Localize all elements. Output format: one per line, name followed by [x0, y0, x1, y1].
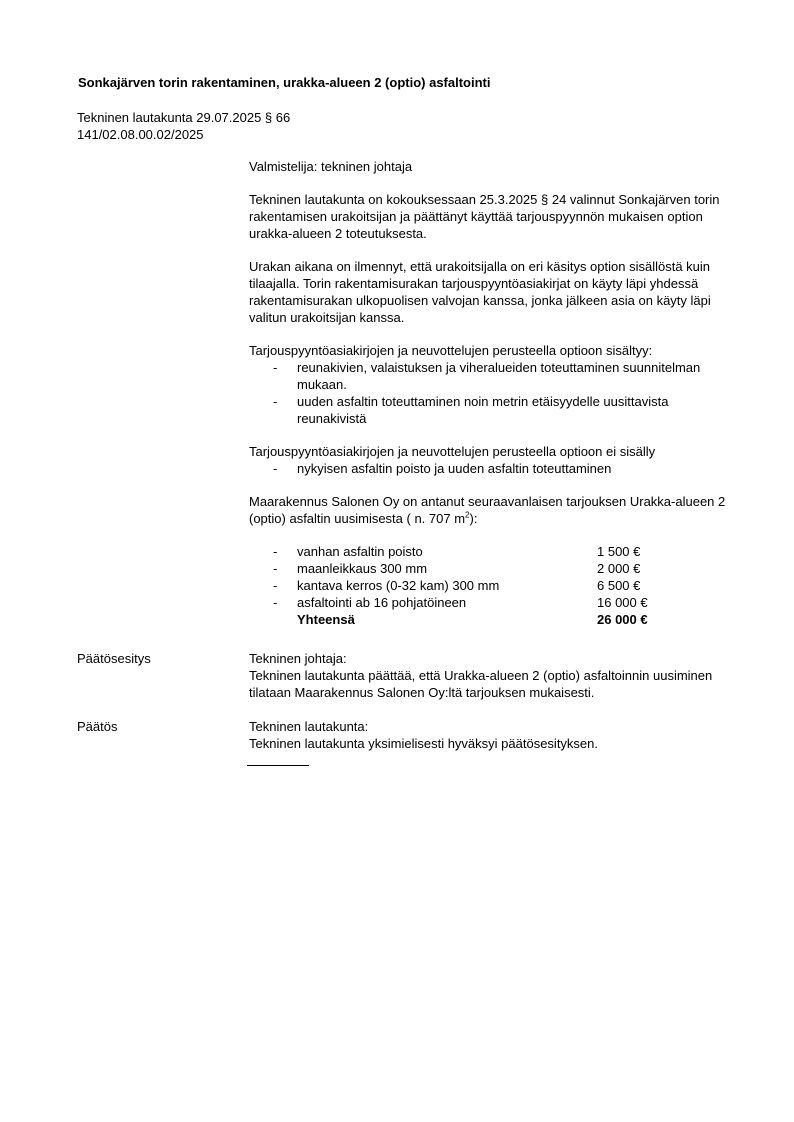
row-dash: -: [273, 595, 278, 610]
decision-text: Tekninen lautakunta yksimielisesti hyväksyi päätösesityksen.: [249, 736, 599, 751]
list-item: [249, 393, 734, 427]
offer-text-end: ):: [469, 511, 478, 526]
row-dash: -: [273, 578, 278, 593]
offer-unit-superscript: 2: [465, 510, 470, 520]
row-amount: 1 500 €: [597, 544, 641, 559]
dispute-paragraph: Urakan aikana on ilmennyt, että urakoitsijalla on eri käsitys option sisällöstä kuin tilaajalla. Torin rakentamisurakan tarjouspyyntöasiakirjat on käyty läpi yhdessä rakentamisurakan ulkopuolisen valvojan kanssa, jonka jälkeen asia on käyty läpi valitun urakoitsijan kanssa.: [249, 259, 711, 325]
proposal-text: Tekninen lautakunta päättää, että Urakka-alueen 2 (optio) asfaltoinnin uusiminen tilataan Maarakennus Salonen Oy:ltä tarjouksen mukaisesti.: [249, 668, 713, 700]
list-dash: -: [273, 394, 278, 409]
row-name: kantava kerros (0-32 kam) 300 mm: [297, 578, 500, 593]
list-item: [249, 359, 734, 393]
record-id: 141/02.08.00.02/2025: [77, 127, 204, 142]
total-row: [249, 611, 677, 628]
row-name: vanhan asfaltin poisto: [297, 544, 423, 559]
list-item-text: reunakivien, valaistuksen ja viheralueiden toteuttaminen suunnitelman mukaan.: [297, 360, 701, 392]
meeting-meta: [77, 109, 290, 143]
decision-section: [249, 718, 734, 752]
table-row: [249, 543, 677, 560]
end-rule: [247, 765, 309, 766]
included-section: [249, 342, 734, 427]
list-dash: -: [273, 461, 278, 476]
table-row: [249, 594, 677, 611]
offer-intro: [249, 493, 734, 527]
proposal-section: [249, 650, 734, 701]
preparer-line: Valmistelija: tekninen johtaja: [249, 159, 413, 174]
excluded-intro: Tarjouspyyntöasiakirjojen ja neuvottelujen perusteella optioon ei sisälly: [249, 444, 656, 459]
row-name: maanleikkaus 300 mm: [297, 561, 428, 576]
table-row: [249, 577, 677, 594]
document-body: [249, 158, 734, 644]
list-item-text: uuden asfaltin toteuttaminen noin metrin etäisyydelle uusittavista reunakivistä: [297, 394, 669, 426]
row-amount: 6 500 €: [597, 578, 641, 593]
row-amount: 2 000 €: [597, 561, 641, 576]
row-name: asfaltointi ab 16 pohjatöineen: [297, 595, 467, 610]
proposal-label: Päätösesitys: [77, 651, 151, 666]
list-dash: -: [273, 360, 278, 375]
decision-speaker: Tekninen lautakunta:: [249, 719, 369, 734]
background-paragraph: Tekninen lautakunta on kokouksessaan 25.3.2025 § 24 valinnut Sonkajärven torin rakentamisen urakoitsijan ja päättänyt käyttää tarjouspyynnön mukaisen option urakka-alueen 2 toteutuksesta.: [249, 192, 720, 241]
document-title: Sonkajärven torin rakentaminen, urakka-alueen 2 (optio) asfaltointi: [78, 75, 491, 90]
cost-table: [249, 543, 677, 628]
offer-text: Maarakennus Salonen Oy on antanut seuraavanlaisen tarjouksen Urakka-alueen 2 (optio) asfaltin uusimisesta ( n. 707 m: [249, 494, 726, 526]
total-amount: 26 000 €: [597, 612, 648, 627]
list-item-text: nykyisen asfaltin poisto ja uuden asfaltin toteuttaminen: [297, 461, 612, 476]
list-item: [249, 460, 734, 477]
row-dash: -: [273, 544, 278, 559]
total-label: Yhteensä: [297, 612, 355, 627]
decision-label: Päätös: [77, 719, 118, 734]
table-row: [249, 560, 677, 577]
proposal-speaker: Tekninen johtaja:: [249, 651, 347, 666]
meeting-reference: Tekninen lautakunta 29.07.2025 § 66: [77, 110, 291, 125]
excluded-section: [249, 443, 734, 477]
row-amount: 16 000 €: [597, 595, 648, 610]
row-dash: -: [273, 561, 278, 576]
included-intro: Tarjouspyyntöasiakirjojen ja neuvottelujen perusteella optioon sisältyy:: [249, 343, 653, 358]
